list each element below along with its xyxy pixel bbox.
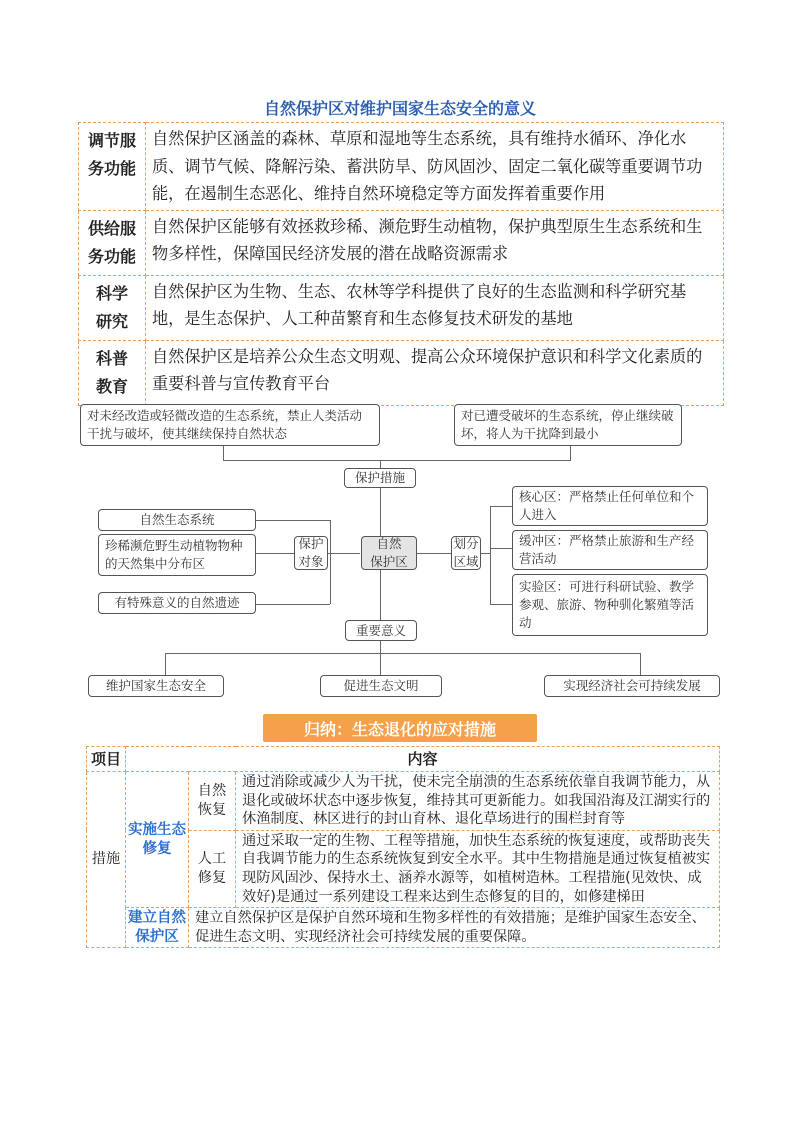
object-rare-species: 珍稀濒危野生动植物物种的天然集中分布区 [98,534,256,576]
header-item: 项目 [87,747,126,772]
row-text: 自然保护区能够有效拯救珍稀、濒危野生动植物，保护典型原生生态系统和生物多样性，保障国民经济发展的潜在战略资源需求 [146,210,724,275]
table-row: 科学 研究 自然保护区为生物、生态、农林等学科提供了良好的生态监测和科学研究基地，是生态保护、人工种苗繁育和生态修复技术研发的基地 [79,275,724,340]
zone-experimental: 实验区：可进行科研试验、教学参观、旅游、物种驯化繁殖等活动 [512,574,708,636]
zone-core: 核心区：严格禁止任何单位和个人进入 [512,486,708,526]
significance-table [78,122,724,406]
zones-label: 划分 区域 [451,536,481,570]
row-text: 自然保护区为生物、生态、农林等学科提供了良好的生态监测和科学研究基地，是生态保护、人工种苗繁育和生态修复技术研发的基地 [146,275,724,340]
table-row [87,908,720,948]
row-text: 自然保护区涵盖的森林、草原和湿地等生态系统，具有维持水循环、净化水质、调节气候、降解污染、蓄洪防旱、防风固沙、固定二氧化碳等重要调节功能，在遏制生态恶化、维持自然环境稳定等方面发挥着重要作用 [146,123,724,211]
table-row [87,772,720,831]
top-left-note: 对未经改造或轻微改造的生态系统，禁止人类活动干扰与破坏，使其继续保持自然状态 [80,404,380,446]
build-reserve-text: 建立自然保护区是保护自然环境和生物多样性的有效措施；是维护国家生态安全、促进生态文明、实现经济社会可持续发展的重要保障。 [189,908,720,948]
table-header-row [87,747,720,772]
top-right-note: 对已遭受破坏的生态系统，停止继续破坏，将人为干扰降到最小 [454,404,682,446]
table-row: 调节服 务功能 自然保护区涵盖的森林、草原和湿地等生态系统，具有维持水循环、净化水质、调节气候、降解污染、蓄洪防旱、防风固沙、固定二氧化碳等重要调节功能，在遏制生态恶化、维持自然环境稳定等方面发挥着重要作用 [79,123,724,211]
object-ecosystem: 自然生态系统 [98,509,256,531]
nature-reserve-center: 自然 保护区 [361,536,417,570]
artificial-repair-text: 通过采取一定的生物、工程等措施，加快生态系统的恢复速度，或帮助丧失自我调节能力的生态系统恢复到安全水平。其中生物措施是通过恢复植被实现防风固沙、保持水土、涵养水源等，如植树造林。工程措施(见效快、成效好)是通过一系列建设工程来达到生态修复的目的，如修建梯田 [236,830,720,907]
object-natural-relics: 有特殊意义的自然遗迹 [98,592,256,614]
meaning-sustainable-development: 实现经济社会可持续发展 [544,675,720,697]
summary-banner: 归纳：生态退化的应对措施 [263,714,537,742]
natural-recovery-text: 通过消除或减少人为干扰，使未完全崩溃的生态系统依靠自我调节能力，从退化或破坏状态中逐步恢复，维持其可更新能力。如我国沿海及江湖实行的休渔制度、林区进行的封山育林、退化草场进行的围栏封育等 [236,772,720,831]
category-measures: 措施 [87,772,126,948]
row-text: 自然保护区是培养公众生态文明观、提高公众环境保护意识和科学文化素质的重要科普与宣传教育平台 [146,340,724,405]
table-row: 供给服 务功能 自然保护区能够有效拯救珍稀、濒危野生动植物，保护典型原生生态系统和生物多样性，保障国民经济发展的潜在战略资源需求 [79,210,724,275]
protection-measures-label: 保护措施 [344,468,416,488]
page-title: 自然保护区对维护国家生态安全的意义 [263,99,536,118]
significance-label: 重要意义 [345,620,417,641]
header-content: 内容 [126,747,720,772]
artificial-repair-label: 人工 修复 [189,830,236,907]
sub-eco-restoration: 实施生态修复 [126,772,189,908]
sub-build-reserve: 建立自然保护区 [126,908,189,948]
natural-recovery-label: 自然 恢复 [189,772,236,831]
protection-objects-label: 保护 对象 [294,536,328,570]
table-row: 科普 教育 自然保护区是培养公众生态文明观、提高公众环境保护意识和科学文化素质的重要科普与宣传教育平台 [79,340,724,405]
meaning-eco-security: 维护国家生态安全 [88,675,224,697]
measures-table [86,746,720,948]
zone-buffer: 缓冲区：严格禁止旅游和生产经营活动 [512,530,708,570]
meaning-eco-civilization: 促进生态文明 [320,675,442,697]
